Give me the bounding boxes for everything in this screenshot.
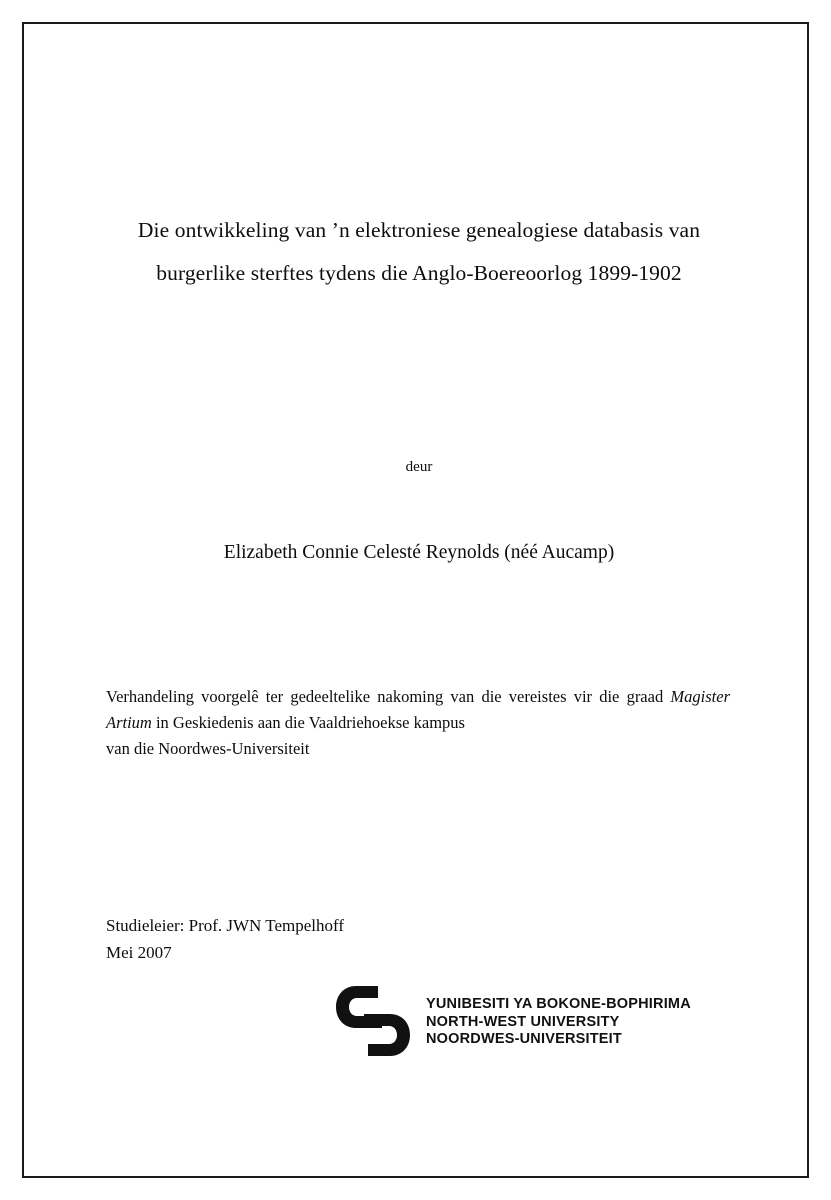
logo-text-line-3: NOORDWES-UNIVERSITEIT [426,1031,622,1047]
title-line-2: burgerlike sterftes tydens die Anglo-Boereoorlog 1899-1902 [156,261,682,285]
nwu-logo-mark-icon [334,982,434,1060]
degree-statement [106,684,730,762]
logo-text-line-2: NORTH-WEST UNIVERSITY [426,1013,620,1030]
byline-label: deur [405,459,433,475]
title-page-content [104,24,734,1176]
title-line-1: Die ontwikkeling van ’n elektroniese genealogiese databasis van [137,218,701,242]
date-line: Mei 2007 [106,943,172,962]
supervisor-and-date [106,912,730,966]
degree-name: Magister Artium [106,687,730,732]
degree-statement-part1: Verhandeling voorgelê ter gedeeltelike nakoming van die vereistes vir die graad [106,687,671,706]
author-name: Elizabeth Connie Celesté Reynolds (néé Aucamp) [223,542,615,563]
degree-statement-part3: van die Noordwes-Universiteit [106,739,310,758]
university-logo [334,982,734,1062]
degree-statement-part2: in Geskiedenis aan die Vaaldriehoekse kampus [151,713,465,732]
document-page-border [22,22,809,1178]
logo-text-line-1: YUNIBESITI YA BOKONE-BOPHIRIMA [426,996,691,1012]
page-title [104,209,734,295]
university-logo-text [426,996,691,1049]
supervisor-line: Studieleier: Prof. JWN Tempelhoff [106,916,345,935]
